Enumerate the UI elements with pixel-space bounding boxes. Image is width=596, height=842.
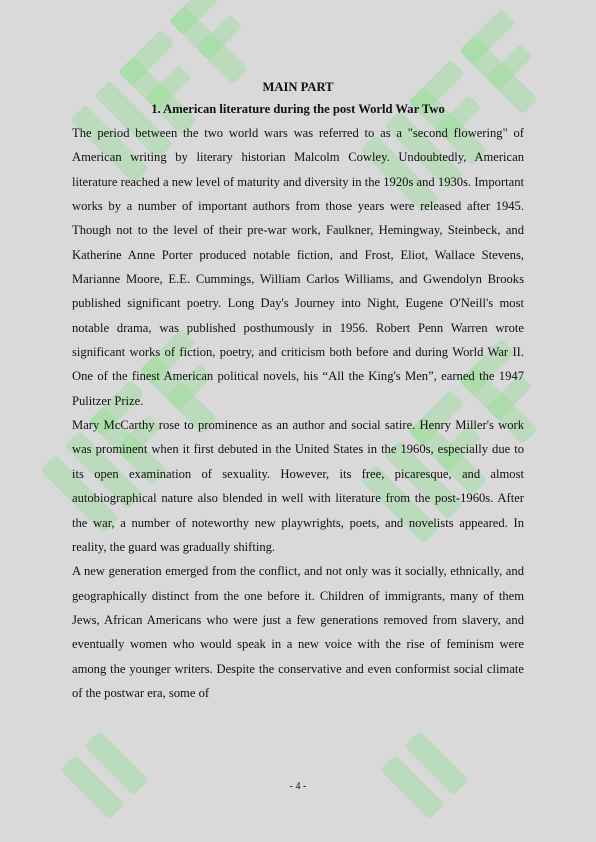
page-number: - 4 - — [289, 781, 307, 792]
section-title: 1. American literature during the post World War Two — [151, 102, 445, 116]
body-paragraph: The period between the two world wars was referred to as a "second flowering" of American writing by literary historian Malcolm Cowley. Undoubtedly, American literature reached a new level of maturity and diversity in the 1920s and 1930s. Important works by a number of important authors from those years were released after 1945. Though not to the level of their pre-war work, Faulkner, Hemingway, Steinbeck, and Katherine Anne Porter produced notable fiction, and Frost, Eliot, Wallace Stevens, Marianne Moore, E.E. Cummings, William Carlos Williams, and Gwendolyn Brooks published significant poetry. Long Day's Journey into Night, Eugene O'Neill's most notable drama, was published posthumously in 1956. Robert Penn Warren wrote significant works of fiction, poetry, and criticism both before and during World War II. One of the finest American political novels, his “All the King's Men”, earned the 1947 Pulitzer Prize. — [72, 126, 524, 408]
document-page — [72, 76, 524, 705]
body-paragraph: A new generation emerged from the conflict, and not only was it socially, ethnically, and geographically distinct from the one before it. Children of immigrants, many of them Jews, African Americans who were just a few generations removed from slavery, and eventually women who would speak in a new voice with the rise of feminism were among the younger writers. Despite the conservative and even conformist social climate of the postwar era, some of — [72, 564, 524, 700]
body-paragraph: Mary McCarthy rose to prominence as an author and social satire. Henry Miller's work was prominent when it first debuted in the United States in the 1960s, especially due to its open examination of sexuality. However, its free, picaresque, and almost autobiographical nature also blended in well with literature from the post-1960s. After the war, a number of noteworthy new playwrights, poets, and novelists appeared. In reality, the guard was gradually shifting. — [72, 418, 524, 554]
main-heading: MAIN PART — [262, 80, 334, 94]
